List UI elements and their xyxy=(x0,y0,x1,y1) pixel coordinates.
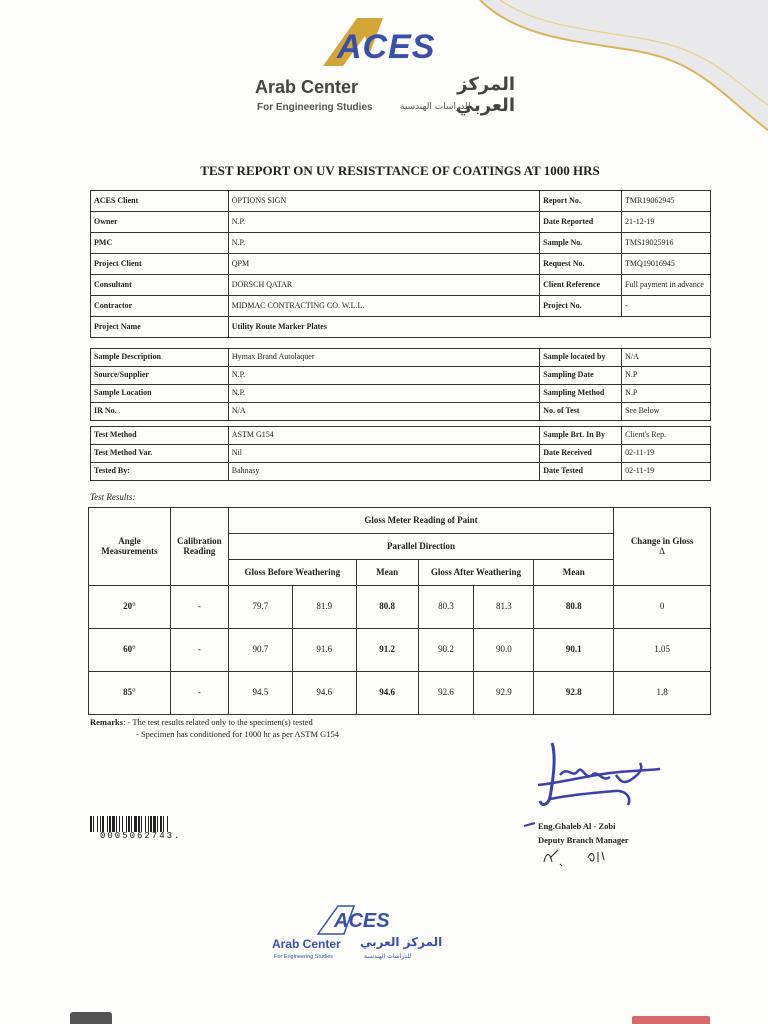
cell-change: 1.8 xyxy=(614,672,711,715)
info-label: Request No. xyxy=(540,254,622,275)
info-value: TMQ19016945 xyxy=(622,254,711,275)
info-value: N.P. xyxy=(228,233,539,254)
cell-m1: 91.2 xyxy=(356,629,418,672)
info-row xyxy=(91,191,711,212)
remarks-label: Remarks xyxy=(90,717,124,727)
footer-logo-text: ACES xyxy=(334,910,390,932)
info-label: Sampling Date xyxy=(540,367,622,385)
info-row xyxy=(91,254,711,275)
cell-angle: 60° xyxy=(89,629,171,672)
cell-a1: 90.2 xyxy=(418,629,474,672)
table-row xyxy=(89,586,711,629)
info-label: Sample Description xyxy=(91,349,229,367)
cell-a1: 80.3 xyxy=(418,586,474,629)
footer-org-sub-ar: للدراسات الهندسية xyxy=(364,953,412,960)
info-label: IR No. xyxy=(91,403,229,421)
info-value: See Below xyxy=(622,403,711,421)
header-mean-before: Mean xyxy=(356,560,418,586)
footer-org-sub-en: For Engineering Studies xyxy=(274,954,334,960)
cell-change: 0 xyxy=(614,586,711,629)
info-row xyxy=(91,403,711,421)
info-row xyxy=(91,275,711,296)
info-label: Report No. xyxy=(540,191,622,212)
info-value: N/A xyxy=(228,403,539,421)
info-label: Project No. xyxy=(540,296,622,317)
info-value: TMS19025916 xyxy=(622,233,711,254)
footer-org-name-en: Arab Center xyxy=(272,937,341,951)
header-angle: Angle Measurements xyxy=(89,508,171,586)
info-label: Sample located by xyxy=(540,349,622,367)
info-label: Test Method xyxy=(91,427,229,445)
info-row xyxy=(91,233,711,254)
info-label: Sample Location xyxy=(91,385,229,403)
info-row xyxy=(91,212,711,233)
cell-b1: 79.7 xyxy=(228,586,292,629)
info-value: TMR19062945 xyxy=(622,191,711,212)
cell-calib: - xyxy=(170,629,228,672)
info-value: 02-11-19 xyxy=(622,463,711,481)
info-row xyxy=(91,463,711,481)
header-logo xyxy=(255,14,515,124)
cell-m1: 94.6 xyxy=(356,672,418,715)
bottom-left-mark xyxy=(70,1012,112,1024)
info-row xyxy=(91,349,711,367)
cell-m2: 92.8 xyxy=(534,672,614,715)
client-info-table xyxy=(90,190,711,338)
header-logo-text: ACES xyxy=(337,28,436,66)
project-name-row xyxy=(91,317,711,338)
info-row xyxy=(91,427,711,445)
info-label: Date Reported xyxy=(540,212,622,233)
cell-a2: 81.3 xyxy=(474,586,534,629)
cell-a1: 92.6 xyxy=(418,672,474,715)
info-value: Full payment in advance xyxy=(622,275,711,296)
info-label: Sample No. xyxy=(540,233,622,254)
info-value: ASTM G154 xyxy=(228,427,539,445)
table-row xyxy=(89,672,711,715)
cell-b1: 94.5 xyxy=(228,672,292,715)
info-label: Sampling Method xyxy=(540,385,622,403)
cell-a2: 92.9 xyxy=(474,672,534,715)
cell-b2: 81.9 xyxy=(292,586,356,629)
header-org-name-en: Arab Center xyxy=(255,77,359,97)
info-value: MIDMAC CONTRACTING CO. W.L.L. xyxy=(228,296,539,317)
info-label: Project Client xyxy=(91,254,229,275)
cell-m2: 90.1 xyxy=(534,629,614,672)
header-parallel-direction: Parallel Direction xyxy=(228,534,613,560)
info-value: N.P. xyxy=(228,385,539,403)
header-change-delta: Δ xyxy=(659,545,665,556)
cell-b2: 94.6 xyxy=(292,672,356,715)
info-row xyxy=(91,445,711,463)
info-value: DORSCH QATAR xyxy=(228,275,539,296)
cell-b2: 91.6 xyxy=(292,629,356,672)
signature-dash-icon xyxy=(523,822,537,828)
info-value: OPTIONS SIGN xyxy=(228,191,539,212)
info-value: 21-12-19 xyxy=(622,212,711,233)
header-change xyxy=(614,508,711,586)
results-caption: Test Results: xyxy=(90,492,136,502)
project-name-value: Utility Route Marker Plates xyxy=(228,317,710,338)
header-gloss-meter: Gloss Meter Reading of Paint xyxy=(228,508,613,534)
barcode-number: 0005062743. xyxy=(100,831,182,841)
header-mean-after: Mean xyxy=(534,560,614,586)
info-value: Hymax Brand Autolaquer xyxy=(228,349,539,367)
header-org-sub-en: For Engineering Studies xyxy=(257,102,373,113)
test-info-table xyxy=(90,426,711,481)
info-label: Contractor xyxy=(91,296,229,317)
cell-angle: 85° xyxy=(89,672,171,715)
bottom-right-mark xyxy=(632,1016,710,1024)
info-value: QPM xyxy=(228,254,539,275)
info-label: Sample Brt. In By xyxy=(540,427,622,445)
info-label: No. of Test xyxy=(540,403,622,421)
info-value: N.P. xyxy=(228,367,539,385)
info-value: N.P xyxy=(622,385,711,403)
header-gloss-after: Gloss After Weathering xyxy=(418,560,534,586)
table-row xyxy=(89,629,711,672)
gloss-results-table xyxy=(88,507,711,715)
cell-change: 1.05 xyxy=(614,629,711,672)
info-value: N/A xyxy=(622,349,711,367)
info-label: Client Reference xyxy=(540,275,622,296)
info-label: Date Tested xyxy=(540,463,622,481)
info-label: ACES Client xyxy=(91,191,229,212)
info-value: N.P xyxy=(622,367,711,385)
info-label: Test Method Var. xyxy=(91,445,229,463)
footer-org-name-ar: المركز العربي xyxy=(360,935,443,949)
initials-scribble-icon xyxy=(540,846,610,868)
header-gloss-before: Gloss Before Weathering xyxy=(228,560,356,586)
project-name-label: Project Name xyxy=(91,317,229,338)
info-label: PMC xyxy=(91,233,229,254)
remarks: Remarks: - The test results related only to the specimen(s) tested - Specimen has conditioned for 1000 hr as per ASTM G154 xyxy=(90,717,340,739)
info-value: Nil xyxy=(228,445,539,463)
sample-info-table xyxy=(90,348,711,421)
signatory-name: Eng.Ghaleb Al - Zobi xyxy=(538,821,616,831)
info-row xyxy=(91,385,711,403)
info-label: Tested By: xyxy=(91,463,229,481)
info-value: Client's Rep. xyxy=(622,427,711,445)
info-value: Bahnasy xyxy=(228,463,539,481)
report-title: TEST REPORT ON UV RESISTTANCE OF COATINGS AT 1000 HRS xyxy=(200,163,600,178)
cell-m1: 80.8 xyxy=(356,586,418,629)
cell-m2: 80.8 xyxy=(534,586,614,629)
info-label: Date Received xyxy=(540,445,622,463)
cell-a2: 90.0 xyxy=(474,629,534,672)
signature-icon xyxy=(520,735,670,815)
barcode-icon xyxy=(90,816,215,832)
header-calibration: Calibration Reading xyxy=(170,508,228,586)
header-org-name-ar: المركز العربي xyxy=(455,74,515,116)
remarks-line-2: - Specimen has conditioned for 1000 hr as per ASTM G154 xyxy=(136,729,340,739)
info-row xyxy=(91,367,711,385)
footer-logo xyxy=(272,904,452,974)
info-label: Consultant xyxy=(91,275,229,296)
cell-calib: - xyxy=(170,586,228,629)
info-label: Source/Supplier xyxy=(91,367,229,385)
cell-angle: 20° xyxy=(89,586,171,629)
info-value: N.P. xyxy=(228,212,539,233)
cell-b1: 90.7 xyxy=(228,629,292,672)
header-org-sub-ar: للدراسات الهندسية xyxy=(400,102,471,112)
remarks-line-1: - The test results related only to the specimen(s) tested xyxy=(127,717,313,727)
info-row xyxy=(91,296,711,317)
info-label: Owner xyxy=(91,212,229,233)
info-value: - xyxy=(622,296,711,317)
cell-calib: - xyxy=(170,672,228,715)
header-change-label: Change in Gloss xyxy=(630,535,694,546)
signatory-title: Deputy Branch Manager xyxy=(538,835,629,845)
info-value: 02-11-19 xyxy=(622,445,711,463)
